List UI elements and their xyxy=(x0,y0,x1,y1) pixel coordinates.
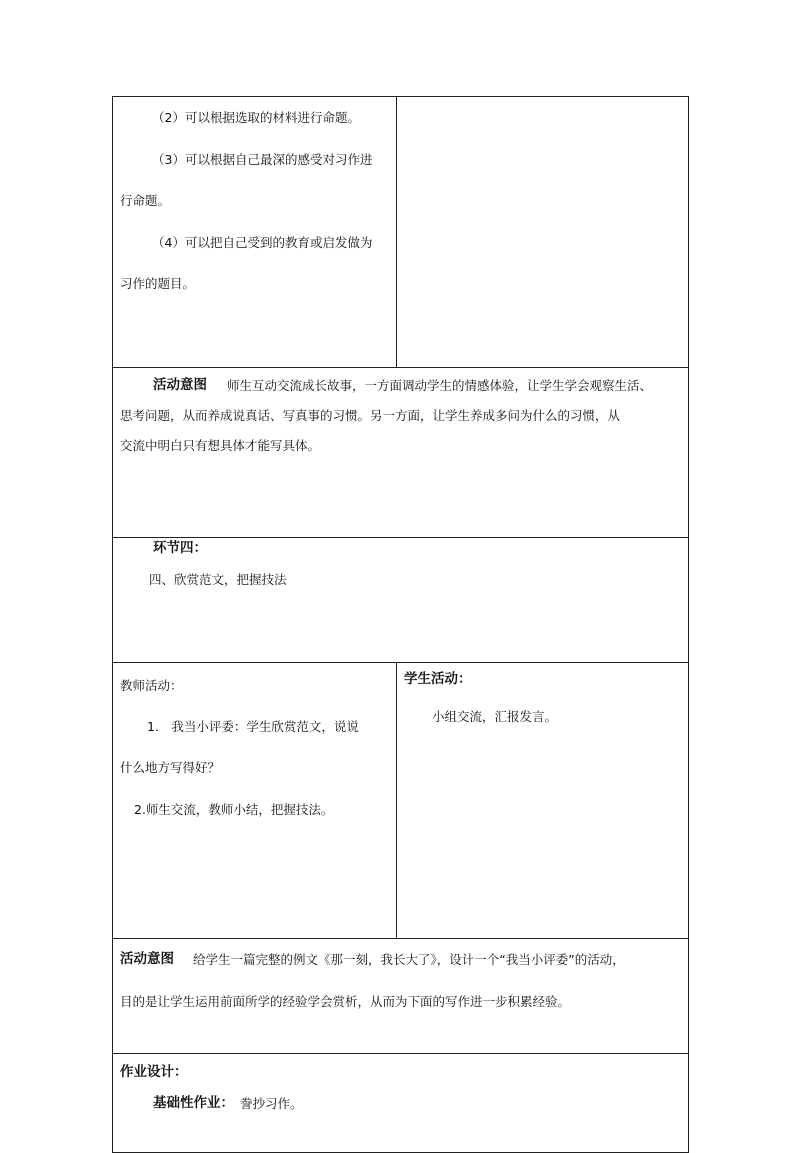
activity-intent-text: 给学生一篇完整的例文《那一刻，我长大了》，设计一个“我当小评委”的活动， xyxy=(193,952,625,967)
activity-intent-label: 活动意图 xyxy=(153,377,207,393)
activities-row xyxy=(112,662,689,939)
text-line: （2）可以根据选取的材料进行命题。 xyxy=(152,110,360,125)
step-subtitle: 四、欣赏范文，把握技法 xyxy=(149,572,287,587)
text-line: 习作的题目。 xyxy=(120,276,196,291)
step-title: 环节四： xyxy=(153,540,207,556)
teacher-activity-item: 1. 我当小评委：学生欣赏范文，说说 xyxy=(147,719,359,734)
text-line: （3）可以根据自己最深的感受对习作进 xyxy=(152,152,373,167)
teacher-activity-item: 什么地方写得好？ xyxy=(120,760,221,775)
table-row-materials xyxy=(112,96,689,368)
activity-intent-text: 目的是让学生运用前面所学的经验学会赏析，从而为下面的写作进一步积累经验。 xyxy=(120,994,571,1009)
student-activity-heading: 学生活动： xyxy=(404,671,472,687)
basic-homework-text: 誊抄习作。 xyxy=(240,1096,303,1111)
activity-intent-label: 活动意图 xyxy=(120,951,174,967)
activity-intent-text: 交流中明白只有想具体才能写具体。 xyxy=(120,438,321,453)
teacher-activity-item: 2.师生交流，教师小结，把握技法。 xyxy=(134,802,334,817)
text-line: （4）可以把自己受到的教育或启发做为 xyxy=(152,235,373,250)
basic-homework-label: 基础性作业： xyxy=(153,1095,234,1111)
teacher-activity-heading: 教师活动： xyxy=(120,678,183,693)
student-activity-item: 小组交流，汇报发言。 xyxy=(432,709,558,724)
column-divider xyxy=(396,96,397,368)
activity-intent-text: 思考问题，从而养成说真话、写真事的习惯。另一方面，让学生养成多问为什么的习惯，从 xyxy=(120,408,621,423)
homework-heading: 作业设计： xyxy=(120,1064,188,1080)
text-line: 行命题。 xyxy=(120,193,171,208)
column-divider xyxy=(396,662,397,939)
activity-intent-text: 师生互动交流成长故事，一方面调动学生的情感体验，让学生学会观察生活、 xyxy=(227,378,653,393)
